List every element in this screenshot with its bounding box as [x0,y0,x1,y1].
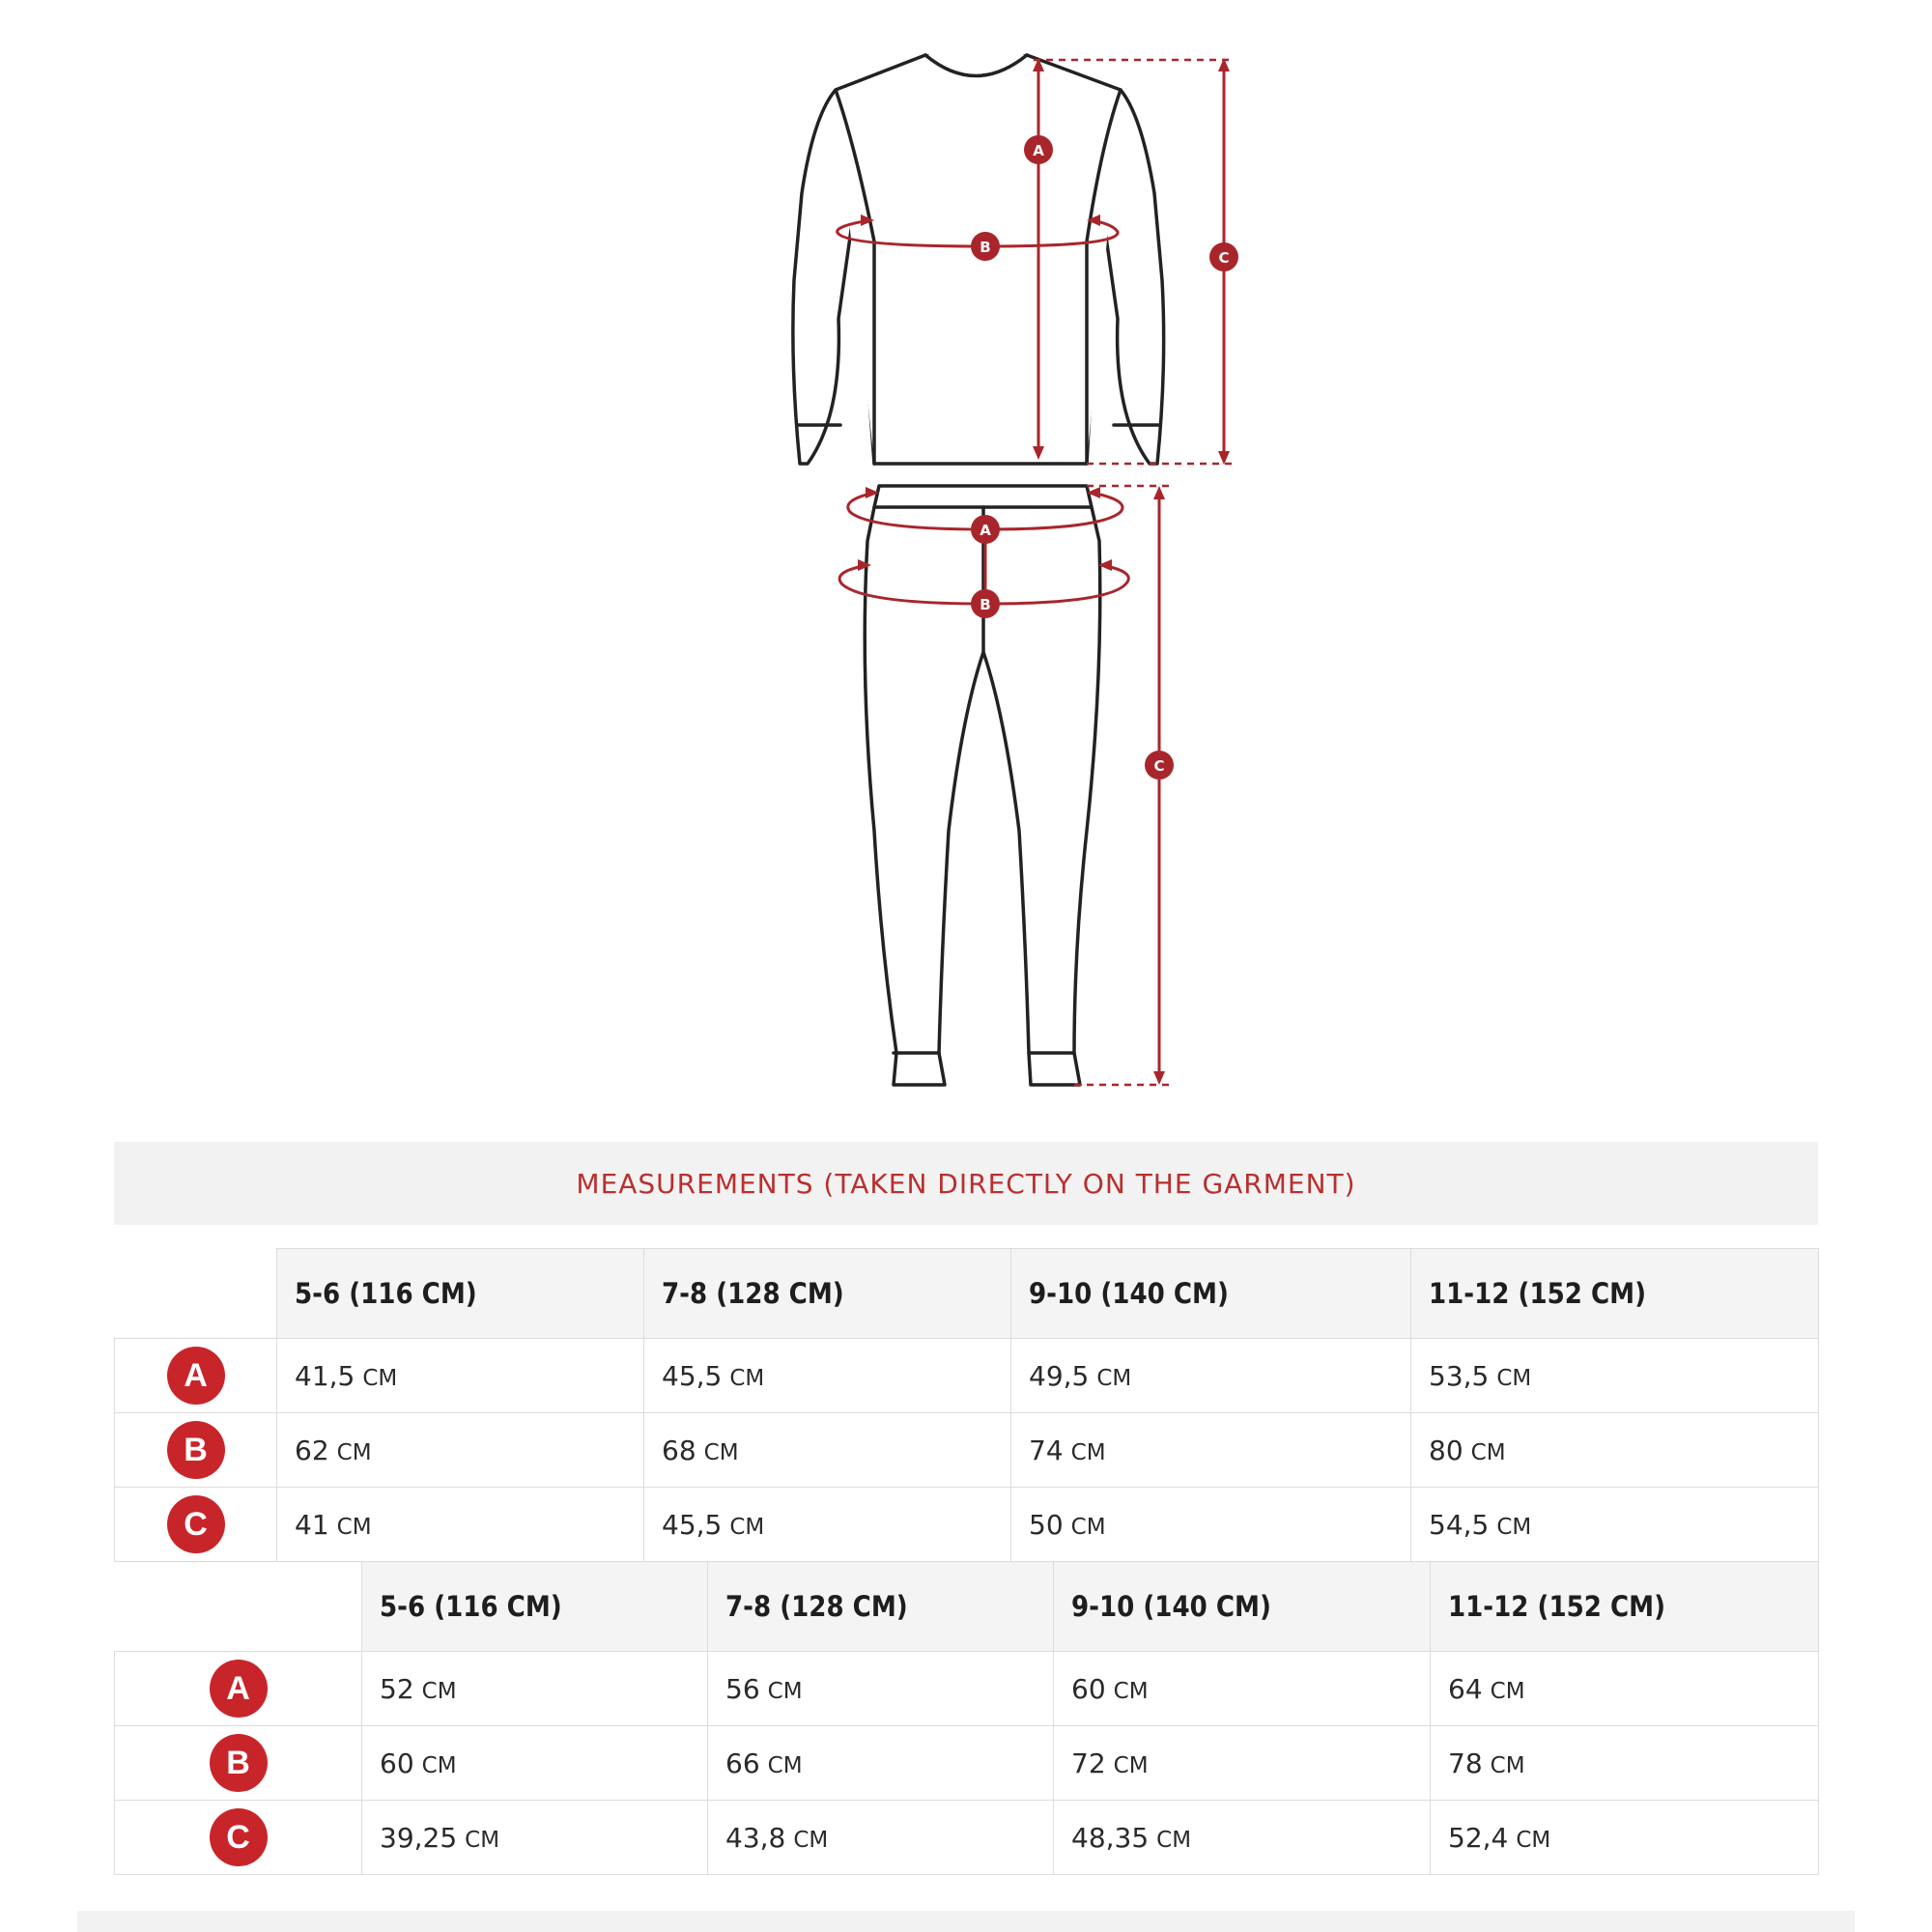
row-badge-b: B [167,1421,225,1479]
bottom-size-table [114,1561,1819,1875]
table-cell: 62 CM [277,1413,644,1488]
table-row [115,1652,1819,1726]
row-label-cell [115,1413,277,1488]
diagram-badge-bottom-c [1145,751,1174,780]
top-garment-drawing [793,55,1164,464]
table-row [115,1339,1819,1413]
table-cell: 78 CM [1431,1726,1819,1801]
row-label-cell [115,1339,277,1413]
size-header: 5-6 (116 CM) [362,1562,708,1652]
row-label-cell [115,1652,362,1726]
svg-text:A: A [1033,142,1044,159]
table-cell: 50 CM [1011,1488,1411,1562]
diagram-badge-top-a [1024,135,1053,164]
row-badge-a: A [210,1660,268,1718]
table-cell: 43,8 CM [708,1801,1054,1875]
table-cell: 45,5 CM [644,1339,1011,1413]
table-cell: 64 CM [1431,1652,1819,1726]
row-badge-b: B [210,1734,268,1792]
top-size-table [114,1248,1819,1562]
table-cell: 56 CM [708,1652,1054,1726]
diagram-badge-bottom-a [971,515,1000,544]
table-cell: 80 CM [1411,1413,1819,1488]
table-cell: 74 CM [1011,1413,1411,1488]
row-label-cell [115,1488,277,1562]
bottom-garment-drawing [865,486,1100,1085]
diagram-badge-bottom-b [971,589,1000,618]
footer-bar [77,1911,1855,1932]
table-corner [115,1562,362,1652]
table-cell: 60 CM [362,1726,708,1801]
table-row [115,1488,1819,1562]
table-cell: 52 CM [362,1652,708,1726]
size-header: 9-10 (140 CM) [1011,1249,1411,1339]
row-badge-c: C [167,1495,225,1553]
svg-text:B: B [980,596,991,613]
table-cell: 53,5 CM [1411,1339,1819,1413]
size-header: 7-8 (128 CM) [644,1249,1011,1339]
table-cell: 45,5 CM [644,1488,1011,1562]
table-cell: 66 CM [708,1726,1054,1801]
size-header: 11-12 (152 CM) [1431,1562,1819,1652]
table-cell: 49,5 CM [1011,1339,1411,1413]
table-cell: 60 CM [1054,1652,1431,1726]
table-cell: 54,5 CM [1411,1488,1819,1562]
table-row [115,1413,1819,1488]
size-header: 11-12 (152 CM) [1411,1249,1819,1339]
size-header: 5-6 (116 CM) [277,1249,644,1339]
row-badge-c: C [210,1808,268,1866]
table-corner [115,1249,277,1339]
diagram-badge-top-b [971,232,1000,261]
diagram-badge-top-c [1209,242,1238,271]
measurements-banner [114,1142,1818,1225]
svg-text:B: B [980,239,991,256]
row-label-cell [115,1726,362,1801]
svg-text:C: C [1153,757,1165,775]
table-cell: 72 CM [1054,1726,1431,1801]
table-header-row [115,1249,1819,1339]
svg-text:C: C [1218,249,1230,267]
row-label-cell [115,1801,362,1875]
table-row [115,1726,1819,1801]
table-cell: 68 CM [644,1413,1011,1488]
size-header: 7-8 (128 CM) [708,1562,1054,1652]
row-badge-a: A [167,1347,225,1405]
table-header-row [115,1562,1819,1652]
table-cell: 41,5 CM [277,1339,644,1413]
svg-text:A: A [980,522,991,539]
size-header: 9-10 (140 CM) [1054,1562,1431,1652]
table-row [115,1801,1819,1875]
table-cell: 48,35 CM [1054,1801,1431,1875]
table-cell: 52,4 CM [1431,1801,1819,1875]
table-cell: 41 CM [277,1488,644,1562]
table-cell: 39,25 CM [362,1801,708,1875]
measurements-title: MEASUREMENTS (TAKEN DIRECTLY ON THE GARMENT) [576,1167,1356,1200]
